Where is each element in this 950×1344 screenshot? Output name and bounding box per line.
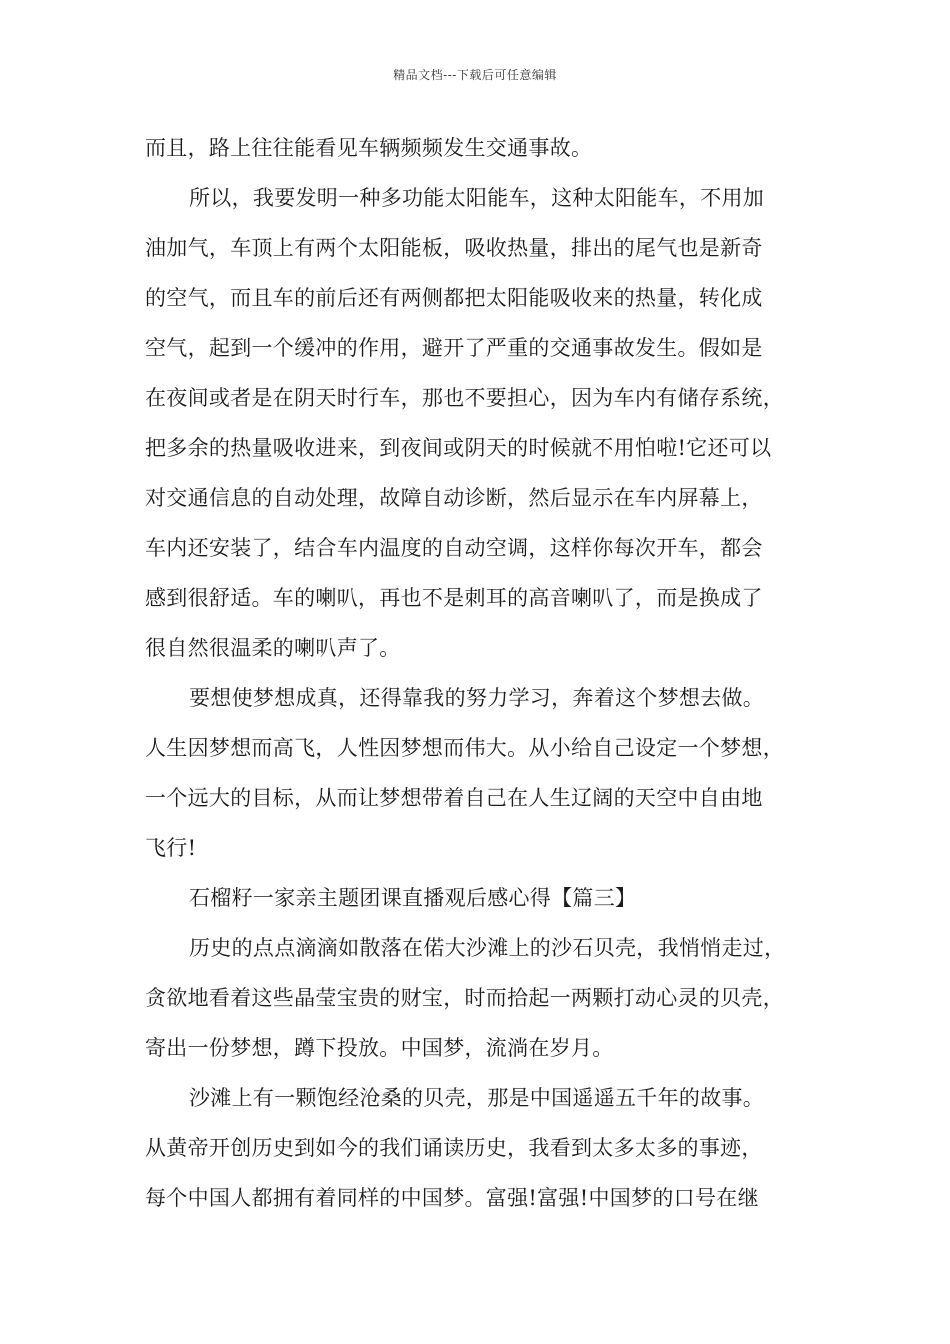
- text-line: 在夜间或者是在阴天时行车，那也不要担心，因为车内有储存系统，: [145, 386, 784, 410]
- text-line: 一个远大的目标，从而让梦想带着自己在人生辽阔的天空中自由地: [145, 786, 763, 810]
- text-line: 感到很舒适。车的喇叭，再也不是刺耳的高音喇叭了，而是换成了: [145, 586, 763, 610]
- text-line: 贪欲地看着这些晶莹宝贵的财宝，时而拾起一两颗打动心灵的贝壳，: [145, 986, 784, 1010]
- page-header: 精品文档---下载后可任意编辑: [393, 68, 557, 82]
- document-body: [145, 130, 835, 1230]
- text-line: 而且，路上往往能看见车辆频频发生交通事故。: [145, 136, 593, 160]
- text-line: 要想使梦想成真，还得靠我的努力学习，奔着这个梦想去做。: [189, 686, 765, 710]
- text-line: 油加气，车顶上有两个太阳能板，吸收热量，排出的尾气也是新奇: [145, 236, 763, 260]
- text-line: 飞行!: [145, 836, 197, 860]
- text-line: 寄出一份梦想，蹲下投放。中国梦，流淌在岁月。: [145, 1036, 614, 1060]
- text-line: 每个中国人都拥有着同样的中国梦。富强!富强!中国梦的口号在继: [145, 1186, 759, 1210]
- text-line: 的空气，而且车的前后还有两侧都把太阳能吸收来的热量，转化成: [145, 286, 763, 310]
- text-line: 把多余的热量吸收进来，到夜间或阴天的时候就不用怕啦!它还可以: [145, 436, 772, 460]
- text-line: 人生因梦想而高飞，人性因梦想而伟大。从小给自己设定一个梦想，: [145, 736, 784, 760]
- text-line: 很自然很温柔的喇叭声了。: [145, 636, 401, 660]
- section-heading: 石榴籽一家亲主题团课直播观后感心得【篇三】: [189, 886, 637, 910]
- text-line: 所以，我要发明一种多功能太阳能车，这种太阳能车，不用加: [189, 186, 765, 210]
- text-line: 沙滩上有一颗饱经沧桑的贝壳，那是中国遥遥五千年的故事。: [189, 1086, 765, 1110]
- text-line: 车内还安装了，结合车内温度的自动空调，这样你每次开车，都会: [145, 536, 763, 560]
- text-line: 历史的点点滴滴如散落在偌大沙滩上的沙石贝壳，我悄悄走过，: [189, 936, 786, 960]
- text-line: 空气，起到一个缓冲的作用，避开了严重的交通事故发生。假如是: [145, 336, 763, 360]
- text-line: 从黄帝开创历史到如今的我们诵读历史，我看到太多太多的事迹，: [145, 1136, 763, 1160]
- text-line: 对交通信息的自动处理，故障自动诊断，然后显示在车内屏幕上，: [145, 486, 763, 510]
